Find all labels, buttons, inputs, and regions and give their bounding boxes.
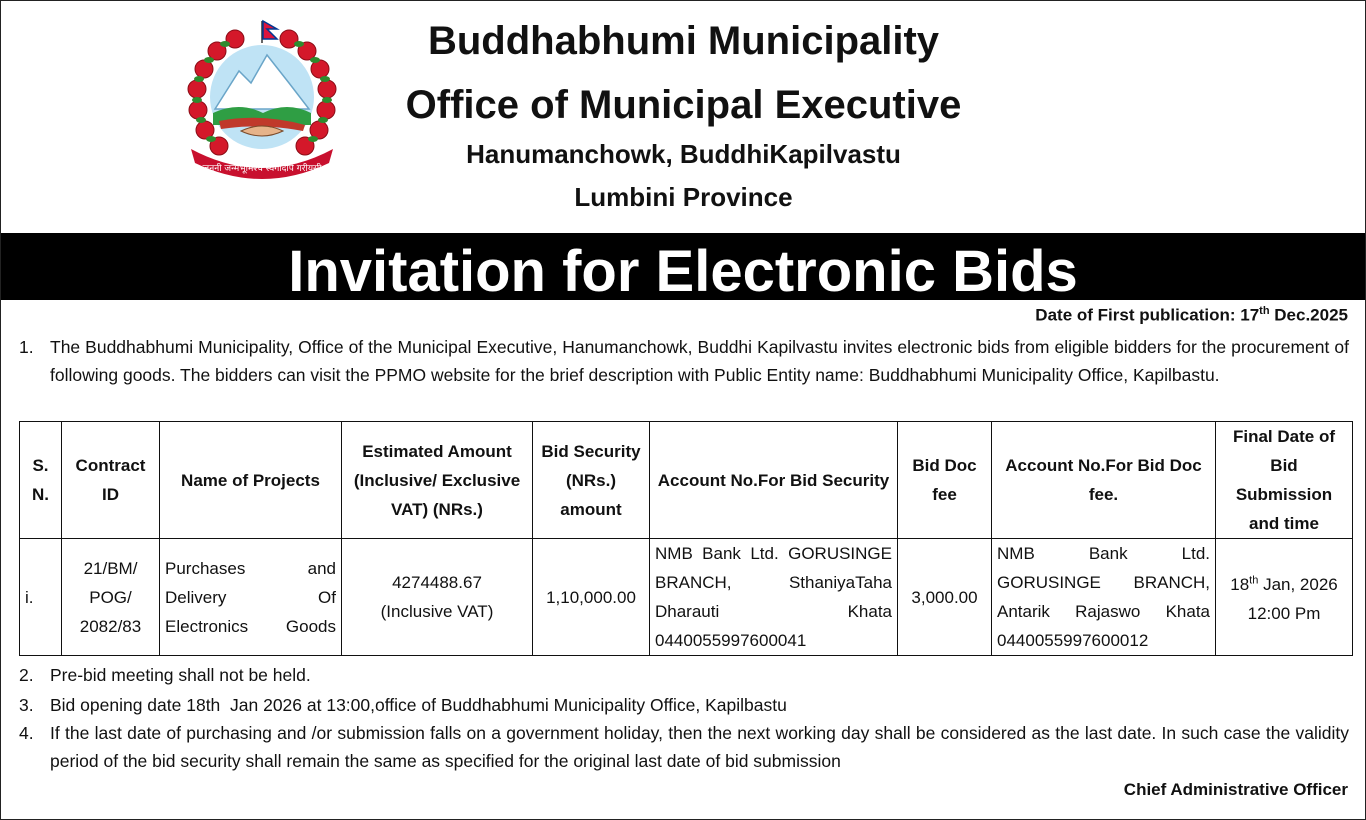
- notice-header: [1, 1, 1365, 231]
- nepal-emblem-icon: [179, 17, 345, 187]
- column-header: S. N.: [20, 422, 62, 539]
- column-header: Contract ID: [62, 422, 160, 539]
- estimated-amount: 4274488.67: [392, 573, 482, 592]
- paragraph-text: Pre-bid meeting shall not be held.: [50, 665, 311, 685]
- province-name: Lumbini Province: [574, 182, 793, 212]
- signatory-title: Chief Administrative Officer: [1123, 780, 1348, 799]
- column-header: Bid Security (NRs.) amount: [533, 422, 650, 539]
- doc-fee-account-cell: NMB Bank Ltd. GORUSINGE BRANCH, Antarik Rajaswo Khata 0440055997600012: [992, 539, 1216, 656]
- contract-id-cell: 21/BM/ POG/ 2082/83: [62, 539, 160, 656]
- doc-fee-cell: 3,000.00: [898, 539, 992, 656]
- notice-paragraph-4: [19, 719, 1349, 775]
- bids-table: [19, 421, 1353, 656]
- paragraph-number: 3.: [19, 695, 34, 715]
- paragraph-text: If the last date of purchasing and /or submission falls on a government holiday, then the next working day shall be considered as the last date. In such case the validity period of the bid security shall remain the same as specified for the original last date of bid submission: [50, 723, 1349, 771]
- final-date: 18th Jan, 2026: [1230, 574, 1338, 594]
- serial-number-cell: i.: [20, 539, 62, 656]
- publication-date: Date of First publication: 17th Dec.2025: [1035, 305, 1348, 325]
- column-header: Final Date of Bid Submission and time: [1216, 422, 1353, 539]
- paragraph-number: 1.: [19, 337, 34, 357]
- bid-security-account-cell: NMB Bank Ltd. GORUSINGE BRANCH, SthaniyaTaha Dharauti Khata 0440055997600041: [650, 539, 898, 656]
- vat-note: (Inclusive VAT): [380, 602, 494, 621]
- column-header: Estimated Amount (Inclusive/ Exclusive VAT) (NRs.): [342, 422, 533, 539]
- estimated-amount-cell: [342, 539, 533, 656]
- paragraph-number: 2.: [19, 665, 34, 685]
- paragraph-number: 4.: [19, 723, 34, 743]
- paragraph-text: The Buddhabhumi Municipality, Office of the Municipal Executive, Hanumanchowk, Buddhi Kapilvastu invites electronic bids from eligible bidders for the procurement of following goods. The bidders can visit the PPMO website for the brief description with Public Entity name: Buddhabhumi Municipality Office, Kapilbastu.: [50, 337, 1349, 385]
- office-address: Hanumanchowk, BuddhiKapilvastu: [466, 139, 901, 169]
- table-row: [20, 539, 1353, 656]
- final-date-cell: [1216, 539, 1353, 656]
- project-name-cell: Purchases and Delivery Of Electronics Goods: [160, 539, 342, 656]
- municipality-name: Buddhabhumi Municipality: [427, 19, 940, 63]
- notice-paragraph-2: [19, 661, 1349, 689]
- column-header: Name of Projects: [160, 422, 342, 539]
- column-header: Account No.For Bid Doc fee.: [992, 422, 1216, 539]
- bid-security-cell: 1,10,000.00: [533, 539, 650, 656]
- column-header: Bid Doc fee: [898, 422, 992, 539]
- final-time: 12:00 Pm: [1247, 603, 1321, 623]
- office-name: Office of Municipal Executive: [405, 83, 962, 127]
- svg-text:जननी जन्मभूमिश्च स्वर्गादपि गर: जननी जन्मभूमिश्च स्वर्गादपि गरीयसी: [202, 164, 322, 174]
- paragraph-text: Bid opening date 18th Jan 2026 at 13:00,office of Buddhabhumi Municipality Office, Kapilbastu: [50, 695, 787, 715]
- table-header-row: [20, 422, 1353, 539]
- notice-title: Invitation for Electronic Bids: [1, 233, 1365, 300]
- notice-paragraph-3: [19, 691, 1349, 719]
- notice-paragraph-1: [19, 333, 1349, 389]
- column-header: Account No.For Bid Security: [650, 422, 898, 539]
